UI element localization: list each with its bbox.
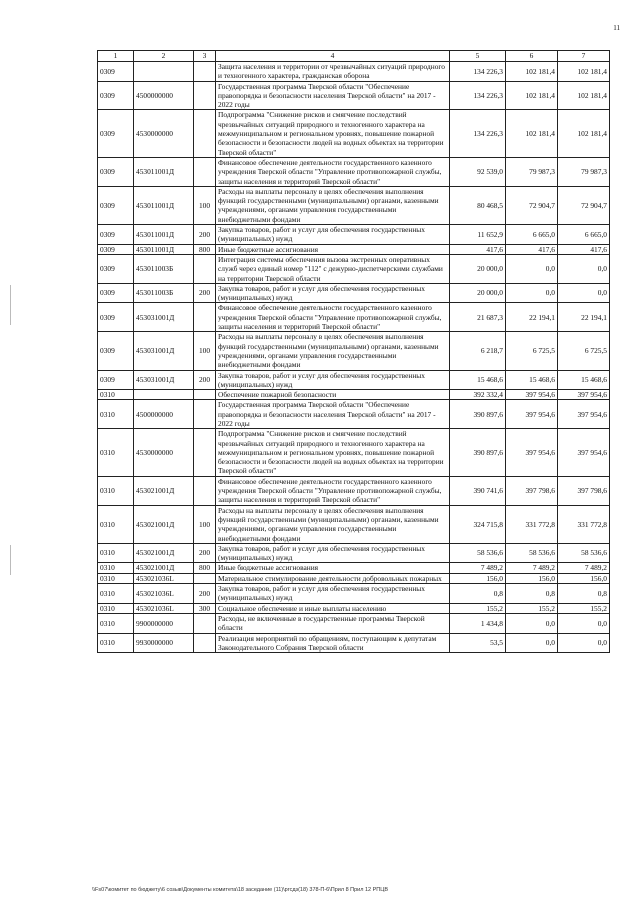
cell-section: 0309	[98, 81, 134, 110]
cell-expense-type	[194, 390, 216, 400]
cell-amount-col7: 0,0	[558, 633, 610, 653]
cell-target-article: 453011001Д	[134, 157, 194, 186]
cell-name: Защита населения и территории от чрезвычайных ситуаций природного и техногенного характера, гражданская оборона	[216, 62, 450, 82]
cell-name: Расходы на выплаты персоналу в целях обеспечения выполнения функций государственными (муниципальными) органами, казенными учреждениями, органами управления государственными внебюджетными фондами	[216, 332, 450, 370]
cell-amount-col5: 11 652,9	[450, 225, 506, 245]
cell-target-article: 9930000000	[134, 633, 194, 653]
cell-target-article: 453021001Д	[134, 476, 194, 505]
cell-expense-type	[194, 633, 216, 653]
table-row	[98, 110, 610, 157]
cell-amount-col7: 331 772,8	[558, 505, 610, 543]
table-row	[98, 400, 610, 429]
table-row	[98, 157, 610, 186]
cell-amount-col7: 0,0	[558, 283, 610, 303]
table-row	[98, 370, 610, 390]
cell-target-article: 9900000000	[134, 613, 194, 633]
cell-section: 0309	[98, 186, 134, 224]
cell-amount-col5: 80 468,5	[450, 186, 506, 224]
cell-amount-col7: 0,8	[558, 584, 610, 604]
cell-name: Социальное обеспечение и иные выплаты населению	[216, 603, 450, 613]
cell-amount-col6: 102 181,4	[506, 110, 558, 157]
cell-amount-col5: 7 489,2	[450, 563, 506, 573]
cell-amount-col7: 6 665,0	[558, 225, 610, 245]
cell-amount-col5: 324 715,8	[450, 505, 506, 543]
cell-name: Финансовое обеспечение деятельности государственного казенного учреждения Тверской области "Управление противопожарной службы, защиты населения и территорий Тверской области"	[216, 303, 450, 332]
table-row	[98, 476, 610, 505]
cell-expense-type	[194, 254, 216, 283]
cell-name: Иные бюджетные ассигнования	[216, 563, 450, 573]
cell-section: 0310	[98, 603, 134, 613]
cell-section: 0309	[98, 157, 134, 186]
scan-margin-mark	[10, 285, 11, 325]
cell-section: 0309	[98, 62, 134, 82]
table-row	[98, 543, 610, 563]
cell-target-article: 453021001Д	[134, 543, 194, 563]
column-header: 3	[194, 51, 216, 62]
cell-expense-type: 800	[194, 244, 216, 254]
cell-name: Интеграция системы обеспечения вызова экстренных оперативных служб через единый номер "112" с дежурно-диспетчерскими службами на территории Тверской области	[216, 254, 450, 283]
cell-target-article: 4530000000	[134, 110, 194, 157]
cell-amount-col5: 20 000,0	[450, 254, 506, 283]
table-row	[98, 563, 610, 573]
table-row	[98, 254, 610, 283]
cell-name: Расходы, не включенные в государственные программы Тверской области	[216, 613, 450, 633]
table-row	[98, 584, 610, 604]
cell-amount-col5: 134 226,3	[450, 81, 506, 110]
cell-amount-col5: 6 218,7	[450, 332, 506, 370]
cell-amount-col6: 331 772,8	[506, 505, 558, 543]
cell-amount-col5: 92 539,0	[450, 157, 506, 186]
cell-amount-col6: 72 904,7	[506, 186, 558, 224]
cell-section: 0309	[98, 110, 134, 157]
cell-section: 0310	[98, 613, 134, 633]
cell-section: 0309	[98, 244, 134, 254]
cell-amount-col5: 53,5	[450, 633, 506, 653]
column-header: 6	[506, 51, 558, 62]
cell-amount-col6: 397 954,6	[506, 429, 558, 476]
table-row	[98, 81, 610, 110]
cell-amount-col5: 417,6	[450, 244, 506, 254]
cell-target-article: 453011001Д	[134, 244, 194, 254]
cell-section: 0309	[98, 332, 134, 370]
cell-section: 0310	[98, 584, 134, 604]
cell-target-article: 453031001Д	[134, 332, 194, 370]
cell-amount-col6: 156,0	[506, 573, 558, 583]
table-row	[98, 573, 610, 583]
cell-amount-col5: 155,2	[450, 603, 506, 613]
cell-section: 0310	[98, 543, 134, 563]
cell-target-article: 453021001Д	[134, 563, 194, 573]
cell-amount-col6: 397 798,6	[506, 476, 558, 505]
cell-amount-col7: 0,0	[558, 613, 610, 633]
table-row	[98, 244, 610, 254]
cell-amount-col7: 102 181,4	[558, 110, 610, 157]
cell-amount-col5: 15 468,6	[450, 370, 506, 390]
table-row	[98, 633, 610, 653]
cell-amount-col6: 102 181,4	[506, 62, 558, 82]
cell-amount-col7: 102 181,4	[558, 62, 610, 82]
cell-name: Государственная программа Тверской области "Обеспечение правопорядка и безопасности населения Тверской области" на 2017 - 2022 годы	[216, 81, 450, 110]
cell-expense-type: 100	[194, 186, 216, 224]
cell-target-article: 453011003Б	[134, 283, 194, 303]
cell-amount-col7: 6 725,5	[558, 332, 610, 370]
cell-amount-col7: 58 536,6	[558, 543, 610, 563]
cell-amount-col5: 20 000,0	[450, 283, 506, 303]
cell-section: 0310	[98, 573, 134, 583]
cell-section: 0310	[98, 505, 134, 543]
cell-expense-type	[194, 476, 216, 505]
table-row	[98, 225, 610, 245]
cell-amount-col5: 58 536,6	[450, 543, 506, 563]
cell-amount-col7: 417,6	[558, 244, 610, 254]
cell-target-article: 453021036L	[134, 584, 194, 604]
cell-expense-type: 200	[194, 283, 216, 303]
cell-expense-type	[194, 400, 216, 429]
cell-name: Материальное стимулирование деятельности добровольных пожарных	[216, 573, 450, 583]
cell-expense-type: 100	[194, 505, 216, 543]
cell-amount-col5: 21 687,3	[450, 303, 506, 332]
cell-amount-col6: 102 181,4	[506, 81, 558, 110]
cell-amount-col7: 397 954,6	[558, 400, 610, 429]
cell-expense-type: 800	[194, 563, 216, 573]
cell-amount-col6: 0,0	[506, 633, 558, 653]
cell-amount-col7: 0,0	[558, 254, 610, 283]
cell-amount-col5: 0,8	[450, 584, 506, 604]
cell-section: 0309	[98, 303, 134, 332]
cell-target-article	[134, 62, 194, 82]
cell-amount-col6: 0,8	[506, 584, 558, 604]
cell-expense-type	[194, 62, 216, 82]
cell-name: Обеспечение пожарной безопасности	[216, 390, 450, 400]
cell-expense-type	[194, 157, 216, 186]
cell-amount-col6: 0,0	[506, 254, 558, 283]
cell-amount-col6: 397 954,6	[506, 400, 558, 429]
cell-expense-type: 200	[194, 225, 216, 245]
table-row	[98, 505, 610, 543]
table-row	[98, 603, 610, 613]
cell-target-article: 453021001Д	[134, 505, 194, 543]
cell-name: Расходы на выплаты персоналу в целях обеспечения выполнения функций государственными (муниципальными) органами, казенными учреждениями, органами управления государственными внебюджетными фондами	[216, 186, 450, 224]
cell-amount-col5: 1 434,8	[450, 613, 506, 633]
table-row	[98, 613, 610, 633]
cell-target-article: 4500000000	[134, 400, 194, 429]
cell-amount-col7: 397 954,6	[558, 390, 610, 400]
cell-amount-col5: 390 897,6	[450, 400, 506, 429]
cell-section: 0310	[98, 633, 134, 653]
cell-amount-col6: 0,0	[506, 613, 558, 633]
cell-name: Закупка товаров, работ и услуг для обеспечения государственных (муниципальных) нужд	[216, 225, 450, 245]
cell-target-article: 453021036L	[134, 573, 194, 583]
cell-amount-col5: 156,0	[450, 573, 506, 583]
cell-name: Закупка товаров, работ и услуг для обеспечения государственных (муниципальных) нужд	[216, 584, 450, 604]
cell-amount-col6: 58 536,6	[506, 543, 558, 563]
cell-amount-col7: 156,0	[558, 573, 610, 583]
table-row	[98, 390, 610, 400]
cell-expense-type: 200	[194, 584, 216, 604]
cell-target-article	[134, 390, 194, 400]
cell-expense-type	[194, 110, 216, 157]
cell-section: 0309	[98, 283, 134, 303]
column-header: 1	[98, 51, 134, 62]
cell-amount-col7: 15 468,6	[558, 370, 610, 390]
cell-expense-type: 200	[194, 543, 216, 563]
footer-file-path: \\Fs07\комитет по бюджету\6 созыв\Документы комитета\18 заседание (11)\ргсдз(18) 378-П-6\Прил 8 Прил 12 РПЦВ	[92, 887, 389, 893]
cell-amount-col6: 0,0	[506, 283, 558, 303]
page-number: 11	[613, 24, 620, 32]
table-row	[98, 62, 610, 82]
cell-amount-col7: 72 904,7	[558, 186, 610, 224]
cell-section: 0310	[98, 390, 134, 400]
table-body	[98, 62, 610, 653]
cell-target-article: 453011001Д	[134, 186, 194, 224]
cell-name: Закупка товаров, работ и услуг для обеспечения государственных (муниципальных) нужд	[216, 370, 450, 390]
cell-amount-col5: 134 226,3	[450, 110, 506, 157]
cell-amount-col6: 79 987,3	[506, 157, 558, 186]
cell-section: 0310	[98, 400, 134, 429]
cell-name: Закупка товаров, работ и услуг для обеспечения государственных (муниципальных) нужд	[216, 283, 450, 303]
cell-name: Расходы на выплаты персоналу в целях обеспечения выполнения функций государственными (муниципальными) органами, казенными учреждениями, органами управления государственными внебюджетными фондами	[216, 505, 450, 543]
cell-amount-col7: 79 987,3	[558, 157, 610, 186]
cell-amount-col6: 15 468,6	[506, 370, 558, 390]
cell-section: 0309	[98, 225, 134, 245]
table-row	[98, 186, 610, 224]
column-header: 2	[134, 51, 194, 62]
cell-target-article: 453011003Б	[134, 254, 194, 283]
cell-amount-col7: 397 798,6	[558, 476, 610, 505]
table-row	[98, 283, 610, 303]
cell-expense-type	[194, 573, 216, 583]
cell-expense-type	[194, 429, 216, 476]
cell-amount-col6: 22 194,1	[506, 303, 558, 332]
cell-target-article: 453021036L	[134, 603, 194, 613]
cell-target-article: 4530000000	[134, 429, 194, 476]
cell-expense-type: 200	[194, 370, 216, 390]
cell-amount-col6: 417,6	[506, 244, 558, 254]
cell-expense-type	[194, 613, 216, 633]
cell-expense-type	[194, 81, 216, 110]
cell-amount-col6: 155,2	[506, 603, 558, 613]
column-header: 5	[450, 51, 506, 62]
cell-target-article: 453011001Д	[134, 225, 194, 245]
table-row	[98, 332, 610, 370]
cell-expense-type: 100	[194, 332, 216, 370]
cell-name: Реализация мероприятий по обращениям, поступающим к депутатам Законодательного Собрания Тверской области	[216, 633, 450, 653]
cell-target-article: 4500000000	[134, 81, 194, 110]
cell-section: 0309	[98, 254, 134, 283]
table-header-row	[98, 51, 610, 62]
cell-name: Подпрограмма "Снижение рисков и смягчение последствий чрезвычайных ситуаций природного и техногенного характера на межмуниципальном и региональном уровнях, повышение пожарной безопасности и безопасности людей на водных объектах на территории Тверской области"	[216, 110, 450, 157]
cell-amount-col5: 390 897,6	[450, 429, 506, 476]
cell-section: 0310	[98, 429, 134, 476]
cell-amount-col5: 392 332,4	[450, 390, 506, 400]
cell-expense-type	[194, 303, 216, 332]
cell-name: Финансовое обеспечение деятельности государственного казенного учреждения Тверской области "Управление противопожарной службы, защиты населения и территорий Тверской области"	[216, 476, 450, 505]
cell-section: 0309	[98, 370, 134, 390]
cell-amount-col7: 7 489,2	[558, 563, 610, 573]
cell-expense-type: 300	[194, 603, 216, 613]
cell-amount-col7: 22 194,1	[558, 303, 610, 332]
cell-amount-col6: 6 665,0	[506, 225, 558, 245]
table-row	[98, 303, 610, 332]
budget-table	[97, 50, 610, 653]
cell-amount-col7: 102 181,4	[558, 81, 610, 110]
cell-amount-col5: 390 741,6	[450, 476, 506, 505]
cell-name: Государственная программа Тверской области "Обеспечение правопорядка и безопасности населения Тверской области" на 2017 - 2022 годы	[216, 400, 450, 429]
cell-section: 0310	[98, 563, 134, 573]
cell-name: Подпрограмма "Снижение рисков и смягчение последствий чрезвычайных ситуаций природного и техногенного характера на межмуниципальном и региональном уровнях, повышение пожарной безопасности и безопасности людей на водных объектах на территории Тверской области"	[216, 429, 450, 476]
cell-name: Закупка товаров, работ и услуг для обеспечения государственных (муниципальных) нужд	[216, 543, 450, 563]
cell-amount-col6: 7 489,2	[506, 563, 558, 573]
column-header: 4	[216, 51, 450, 62]
cell-amount-col7: 397 954,6	[558, 429, 610, 476]
column-header: 7	[558, 51, 610, 62]
cell-target-article: 453031001Д	[134, 303, 194, 332]
cell-section: 0310	[98, 476, 134, 505]
cell-amount-col7: 155,2	[558, 603, 610, 613]
cell-amount-col6: 397 954,6	[506, 390, 558, 400]
cell-target-article: 453031001Д	[134, 370, 194, 390]
cell-amount-col5: 134 226,3	[450, 62, 506, 82]
scan-margin-mark	[10, 545, 11, 575]
cell-amount-col6: 6 725,5	[506, 332, 558, 370]
cell-name: Финансовое обеспечение деятельности государственного казенного учреждения Тверской области "Управление противопожарной службы, защиты населения и территорий Тверской области"	[216, 157, 450, 186]
table-row	[98, 429, 610, 476]
cell-name: Иные бюджетные ассигнования	[216, 244, 450, 254]
